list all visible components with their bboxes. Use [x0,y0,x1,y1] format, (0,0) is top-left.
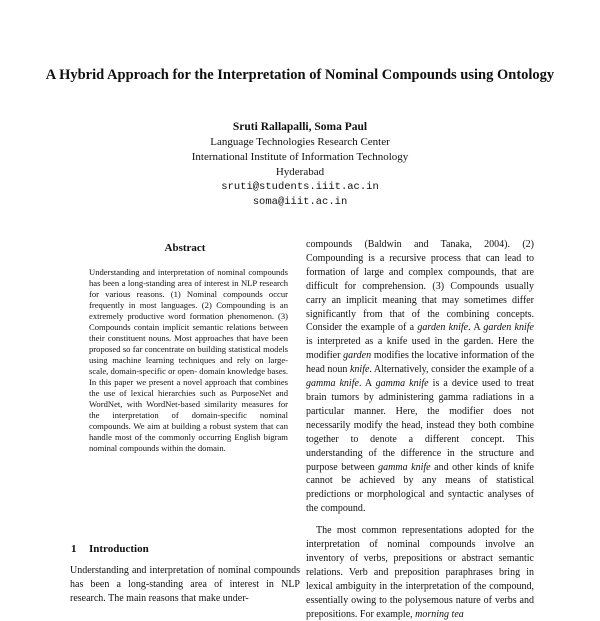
abstract-text-block [89,267,288,454]
example-term: gamma knife [378,461,431,473]
abstract-heading: Abstract [164,242,206,254]
affiliation-city: Hyderabad [275,166,325,178]
author-block [60,120,540,210]
author-names: Sruti Rallapalli, Soma Paul [232,121,368,133]
affiliation-line-1: Language Technologies Research Center [210,136,390,148]
example-term: gamma knife [306,378,359,390]
example-term: morning tea [415,608,464,620]
affiliation-line-2: International Institute of Information Technology [191,151,409,163]
paper-title: A Hybrid Approach for the Interpretation of Nominal Compounds using Ontology [45,67,555,83]
example-term: garden knife [417,322,469,334]
example-term: gamma knife [375,378,429,390]
right-paragraph-1: compounds (Baldwin and Tanaka, 2004). (2) Compounding is a recursive process that can lead to formation of large and complex compounds, that are difficult for comprehension. (3) Compounds usually carry an implicit meaning that may sometimes differ significantly from that of the combining concepts. Consider the example of a garden knife. A garden knife is interpreted as a knife used in the garden. Here the modifier garden modifies the locative information of the head noun knife. Alternatively, consider the example of a gamma knife. A gamma knife is a device used to treat brain tumors by administering gamma radiations in a particular manner. Here, the modifier does not necessarily modify the head, instead they both combine together to denote a different concept. This understanding of the difference in the structure and purpose between gamma knife and other kinds of knife cannot be achieved by any means of statistical predictions or morphological and syntactic analyses of the compound. [306,239,535,515]
example-term: garden knife [483,322,534,334]
section-heading-introduction [71,543,149,555]
abstract-text: Understanding and interpretation of nominal compounds has been a long-standing area of interest in NLP research for various reasons. (1) Nominal compounds occur frequently in most languages. (2) Compounding is an extremely productive word formation phenomenon. (3) Compounds contain implicit semantic relations between their constituent nouns. Most approaches that have been proposed so far concentrate on building statistical models using machine learning techniques and rely on large-scale, domain-specific or open- domain knowledge bases. In this paper we present a novel approach that combines the use of lexical hierarchies such as PurposeNet and WordNet, with WordNet-based similarity measures for the interpretation of domain-specific nominal compounds. We aim at building a robust system that can handle most of the commonly occurring English bigram nominal compounds within the domain. [89,267,288,453]
right-paragraph-2: The most common representations adopted for the interpretation of nominal compounds involve an inventory of verbs, prepositions or abstract semantic relations. Verb and preposition paraphrases bring in lexical ambiguity in the interpretation of the compound, essentially owing to the polysemous nature of verbs and prepositions. For example, morning tea [306,525,534,620]
introduction-text: Understanding and interpretation of nominal compounds has been a long-standing area of interest in NLP research. The main reasons that make under- [70,565,300,604]
right-column-body [306,238,534,621]
section-number: 1 [71,543,77,555]
author-email-2: soma@iiit.ac.in [252,196,348,208]
example-term: garden [343,350,372,362]
author-email-1: sruti@students.iiit.ac.in [221,181,379,193]
section-title: Introduction [89,543,149,555]
example-term: knife [349,364,370,376]
